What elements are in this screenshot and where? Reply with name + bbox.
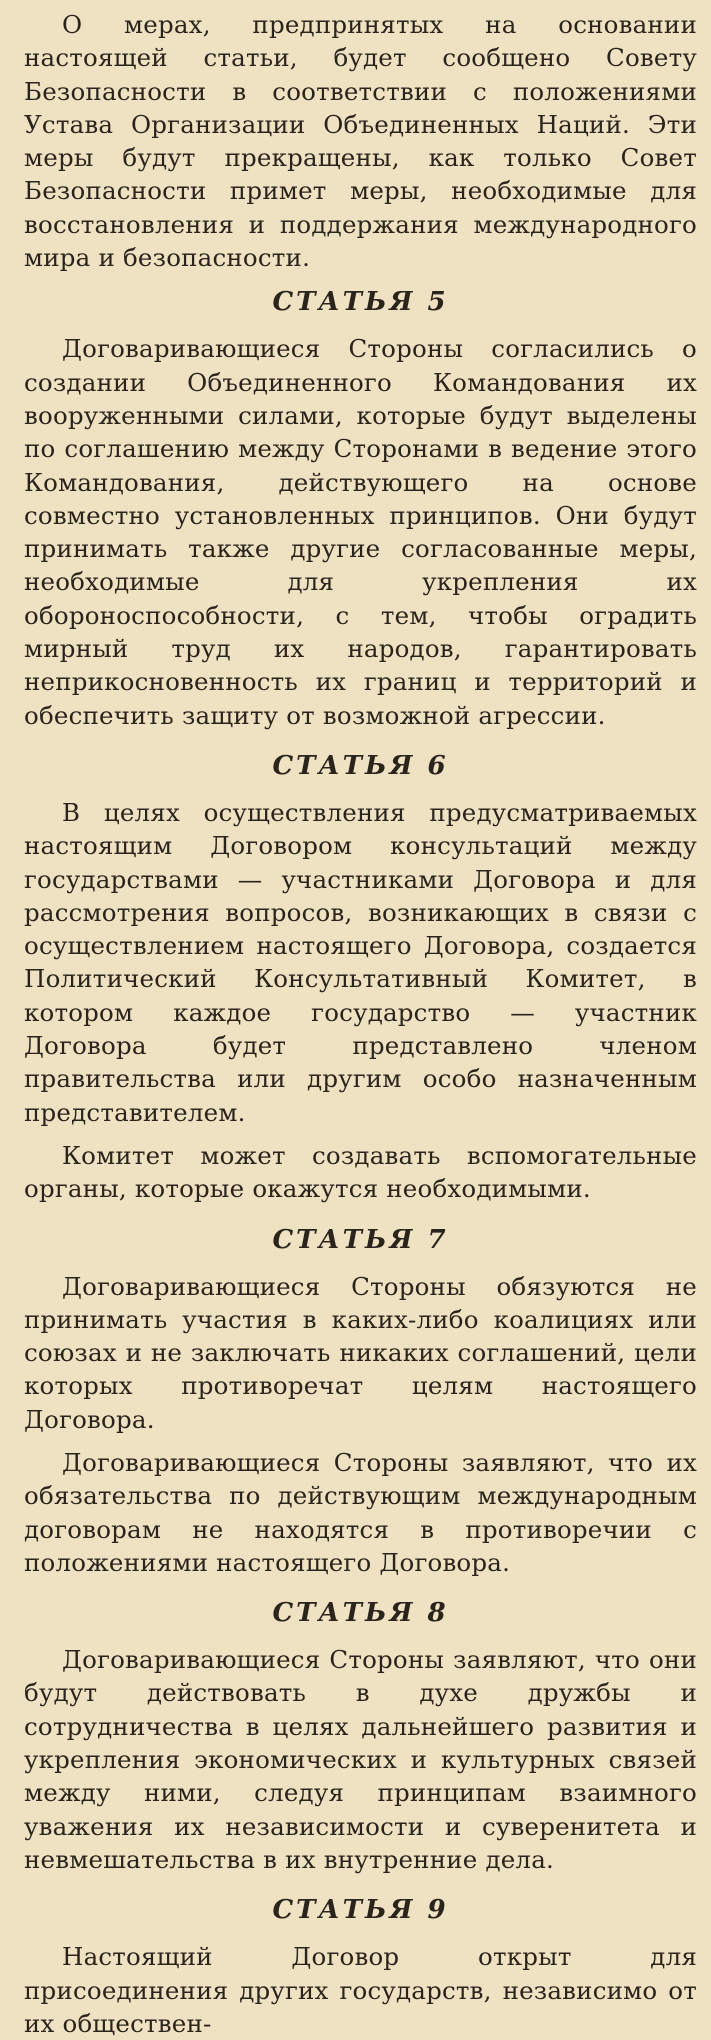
article-7-paragraph-1: Договаривающиеся Стороны обязуются не принимать участия в каких-либо коалициях или союзах и не заключать никаких соглашений, цели которых противоречат целям настоящего Договора.: [24, 1271, 697, 1434]
article-6-paragraph-1: В целях осуществления предусматриваемых настоящим Договором консультаций между государствами — участниками Договора и для рассмотрения вопросов, возникающих в связи с осуществлением настоящего Договора, создается Политический Консультативный Комитет, в котором каждое государство — участник Договора будет представлено членом правительства или другим особо назначенным представителем.: [24, 797, 697, 1127]
article-9-heading: СТАТЬЯ 9: [272, 1895, 449, 1926]
article-8-paragraph-1: Договаривающиеся Стороны заявляют, что они будут действовать в духе дружбы и сотрудничества в целях дальнейшего развития и укрепления экономических и культурных связей между ними, следуя принципам взаимного уважения их независимости и суверенитета и невмешательства в их внутренние дела.: [24, 1645, 697, 1874]
paragraph-intro: О мерах, предпринятых на основании настоящей статьи, будет сообщено Совету Безопасности в соответствии с положениями Устава Организации Объединенных Наций. Эти меры будут прекращены, как только Совет Безопасности примет меры, необходимые для восстановления и поддержания международного мира и безопасности.: [24, 10, 697, 273]
article-6-paragraph-2: Комитет может создавать вспомогательные органы, которые окажутся необходимыми.: [24, 1140, 697, 1204]
article-5-paragraph-1: Договаривающиеся Стороны согласились о создании Объединенного Командования их вооруженными силами, которые будут выделены по соглашению между Сторонами в ведение этого Командования, действующего на основе совместно установленных принципов. Они будут принимать также другие согласованные меры, необходимые для укрепления их обороноспособности, с тем, чтобы оградить мирный труд их народов, гарантировать неприкосновенность их границ и территорий и обеспечить защиту от возможной агрессии.: [24, 334, 697, 730]
article-5-heading: СТАТЬЯ 5: [272, 287, 449, 318]
article-8-heading: СТАТЬЯ 8: [272, 1598, 449, 1629]
article-7-paragraph-2: Договаривающиеся Стороны заявляют, что их обязательства по действующим международным договорам не находятся в противоречии с положениями настоящего Договора.: [24, 1447, 697, 1577]
article-6-heading: СТАТЬЯ 6: [272, 750, 449, 781]
article-7-heading: СТАТЬЯ 7: [272, 1224, 449, 1255]
article-9-paragraph-1: Настоящий Договор открыт для присоединения других государств, независимо от их обществен-: [24, 1942, 697, 2038]
